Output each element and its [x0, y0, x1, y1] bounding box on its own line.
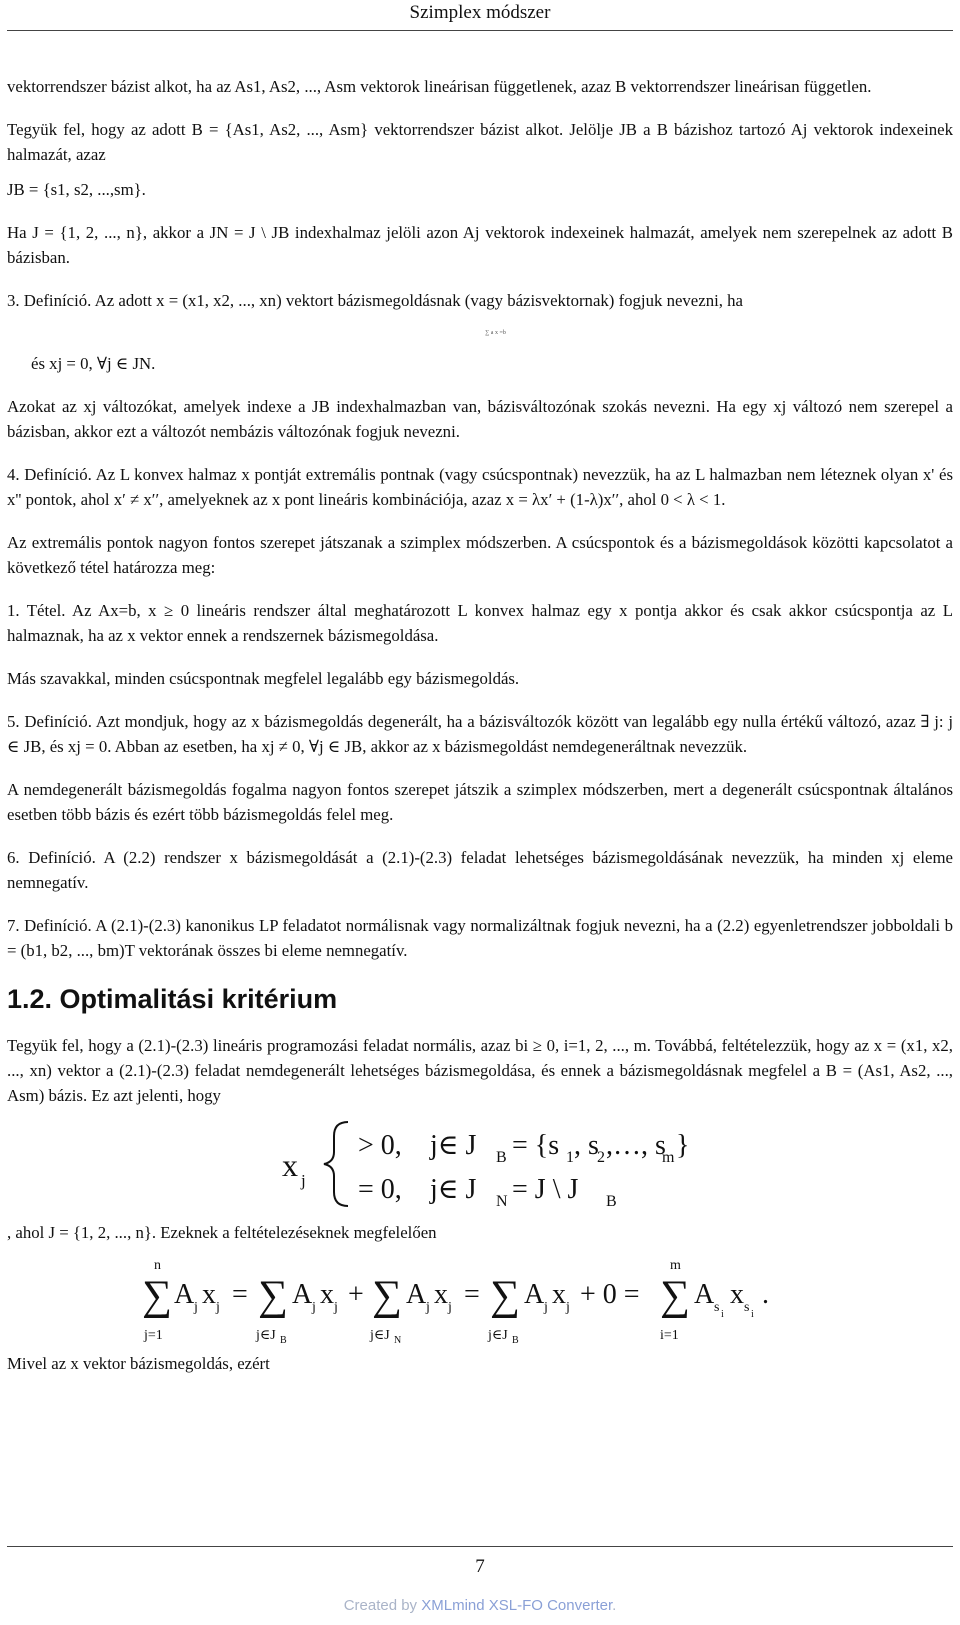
paragraph-basis-variables: Azokat az xj változókat, amelyek indexe a JB indexhalmazban van, bázisváltozónak szokás nevezni. Ha egy xj változó nem szerepel a bázisban, akkor ezt a változót nembázis változónak fogjuk nevezni.: [7, 397, 953, 441]
eq2-sum4-bottom: j∈J: [488, 1328, 508, 1343]
eq2-t4-a: A: [524, 1279, 545, 1310]
paragraph-jn-set: Ha J = {1, 2, ..., n}, akkor a JN = J \ JB indexhalmaz jelöli azon Aj vektorok indexeinek halmazát, amelyek nem szerepelnek az adott B bázisban.: [7, 223, 953, 267]
running-header: Szimplex módszer: [409, 2, 551, 23]
eq2-sum2-sigma: ∑: [258, 1273, 288, 1319]
credit-prefix: Created by: [343, 1597, 422, 1614]
section-title: 1.2. Optimalitási kritérium: [7, 984, 338, 1014]
eq1-row1-close: }: [676, 1130, 690, 1161]
paragraph-since-basis: Mivel az x vektor bázismegoldás, ezért: [7, 1354, 270, 1373]
eq1-row1-dots: ,…, s: [606, 1130, 666, 1161]
eq2-t3-x: x: [434, 1279, 448, 1310]
paragraph-other-words: Más szavakkal, minden csúcspontnak megfelel legalább egy bázismegoldás.: [7, 669, 520, 688]
eq2-t4-a-sub: j: [544, 1300, 548, 1315]
credit-brand-link[interactable]: XMLmind XSL-FO Converter: [421, 1597, 613, 1614]
eq2-t1-x-sub: j: [216, 1300, 220, 1315]
paragraph-basis-def: vektorrendszer bázist alkot, ha az As1, As2, ..., Asm vektorok lineárisan függetlenek, azaz B vektorrendszer lineárisan független.: [7, 77, 872, 96]
eq1-brace: [324, 1122, 348, 1206]
header-rule: [7, 30, 953, 31]
eq2-t5-x: x: [730, 1279, 744, 1310]
paragraph-def7: 7. Definíció. A (2.1)-(2.3) kanonikus LP feladatot normálisnak vagy normalizáltnak fogjuk nevezni, ha a (2.2) egyenletrendszer jobboldali b = (b1, b2, ..., bm)T vektorának összes bi eleme nemnegatív.: [7, 916, 953, 960]
eq2-t1-x: x: [202, 1279, 216, 1310]
eq2-t5-a-sub: s: [714, 1300, 720, 1315]
eq1-row2-sub2: B: [606, 1193, 617, 1210]
paragraph-def3-condition: és xj = 0, ∀j ∈ JN.: [31, 354, 156, 373]
eq2-sum5-bottom: i=1: [660, 1328, 679, 1343]
paragraph-basis-index: Tegyük fel, hogy az adott B = {As1, As2, ..., Asm} vektorrendszer bázist alkot. Jelölje JB a B bázishoz tartozó Aj vektorok indexeinek halmazát, azaz: [7, 120, 953, 164]
credit-suffix: .: [612, 1597, 617, 1614]
eq2-t4-x: x: [552, 1279, 566, 1310]
paragraph-optimality-setup: Tegyük fel, hogy a (2.1)-(2.3) lineáris programozási feladat normális, azaz bi ≥ 0, i=1, 2, ..., m. Továbbá, feltételezzük, hogy az x = (x1, x2, ..., xn) vektor a (2.1)-(2.3) feladat nemdegenerált lehetséges bázismegoldása, és ennek a bázismegoldásnak megfelel a B = (As1, As2, ..., Asm) bázis. Ez azt jelenti, hogy: [7, 1036, 953, 1105]
eq1-row1-sep: , s: [574, 1130, 599, 1161]
tiny-formula-mark: ∑ a x =b: [485, 330, 506, 336]
eq1-row1-sm: m: [662, 1149, 675, 1166]
eq1-row2-cond: j∈ J: [430, 1174, 477, 1205]
eq2-t3-a: A: [406, 1279, 427, 1310]
eq2-t5-x-sub: s: [744, 1300, 750, 1315]
eq2-sum4-bottom-sub: B: [512, 1335, 519, 1345]
eq2-sum5-sigma: ∑: [660, 1273, 690, 1319]
eq2-sum3-sigma: ∑: [372, 1273, 402, 1319]
paragraph-def3: 3. Definíció. Az adott x = (x1, x2, ..., xn) vektort bázismegoldásnak (vagy bázisvektornak) fogjuk nevezni, ha: [7, 291, 743, 310]
paragraph-def5: 5. Definíció. Azt mondjuk, hogy az x bázismegoldás degenerált, ha a bázisváltozók között van legalább egy nulla értékű változó, azaz ∃ j: j ∈ JB, és xj = 0. Abban az esetben, ha xj ≠ 0, ∀j ∈ JB, akkor az x bázismegoldást nemdegeneráltnak nevezzük.: [7, 712, 953, 756]
eq2-sum2-bottom: j∈J: [256, 1328, 276, 1343]
eq2-plus1: +: [348, 1279, 364, 1310]
paragraph-jb-set: JB = {s1, s2, ...,sm}.: [7, 180, 146, 199]
equation-sum-decomposition: [140, 1255, 820, 1345]
page-content: [7, 74, 953, 1394]
converter-credit: [0, 1597, 960, 1614]
eq2-t2-x: x: [320, 1279, 334, 1310]
eq1-row1-s2: 2: [597, 1149, 605, 1166]
eq2-sum5-top: m: [670, 1258, 681, 1273]
eq2-t5-a-subsub: i: [721, 1309, 724, 1320]
eq2-sum4-sigma: ∑: [490, 1273, 520, 1319]
eq1-row1-s1: 1: [566, 1149, 574, 1166]
eq2-t1-a-sub: j: [194, 1300, 198, 1315]
paragraph-theorem1: 1. Tétel. Az Ax=b, x ≥ 0 lineáris rendszer által meghatározott L konvex halmaz egy x pontja akkor és csak akkor csúcspontja az L halmaznak, ha az x vektor ennek a rendszernek bázismegoldása.: [7, 601, 953, 645]
eq2-equals2: =: [464, 1279, 480, 1310]
eq2-t5-x-subsub: i: [751, 1309, 754, 1320]
eq1-row1-sub: B: [496, 1149, 507, 1166]
eq2-period: .: [762, 1279, 769, 1310]
eq2-equals1: =: [232, 1279, 248, 1310]
eq1-row1-cond: j∈ J: [430, 1130, 477, 1161]
formula-gap: [7, 313, 953, 351]
eq2-t5-a: A: [694, 1279, 715, 1310]
eq1-row1-rest: = {s: [512, 1130, 560, 1161]
paragraph-nondegenerate: A nemdegenerált bázismegoldás fogalma nagyon fontos szerepet játszik a szimplex módszerben, mert a degenerált csúcspontnak általános esetben több bázis és ezért több bázismegoldás felel meg.: [7, 780, 953, 824]
eq2-sum1-sigma: ∑: [142, 1273, 172, 1319]
paragraph-extremal-points: Az extremális pontok nagyon fontos szerepet játszanak a szimplex módszerben. A csúcspontok és a bázismegoldások közötti kapcsolatot a következő tétel határozza meg:: [7, 533, 953, 577]
eq2-plus-zero: + 0 =: [580, 1279, 640, 1310]
eq2-sum3-bottom: j∈J: [370, 1328, 390, 1343]
paragraph-def6: 6. Definíció. A (2.2) rendszer x bázismegoldását a (2.1)-(2.3) feladat lehetséges bázismegoldásának nevezzük, ha minden xj eleme nemnegatív.: [7, 848, 953, 892]
equation-basis-solution: [270, 1114, 690, 1214]
eq1-row2-sub: N: [496, 1193, 508, 1210]
eq2-t3-a-sub: j: [426, 1300, 430, 1315]
eq2-sum1-top: n: [154, 1258, 161, 1273]
eq2-t2-x-sub: j: [334, 1300, 338, 1315]
eq1-row2-rel: = 0,: [358, 1174, 402, 1205]
eq1-lhs-sub: j: [301, 1171, 306, 1190]
eq2-sum2-bottom-sub: B: [280, 1335, 287, 1345]
paragraph-assumptions: , ahol J = {1, 2, ..., n}. Ezeknek a feltételezéseknek megfelelően: [7, 1223, 437, 1242]
eq2-t2-a: A: [292, 1279, 313, 1310]
eq1-row2-rest: = J \ J: [512, 1174, 579, 1205]
eq2-sum1-bottom: j=1: [144, 1328, 163, 1343]
eq2-t1-a: A: [174, 1279, 195, 1310]
eq2-t4-x-sub: j: [566, 1300, 570, 1315]
eq1-row1-rel: > 0,: [358, 1130, 402, 1161]
paragraph-def4: 4. Definíció. Az L konvex halmaz x pontját extremális pontnak (vagy csúcspontnak) nevezzük, ha az L halmazban nem léteznek olyan x' és x'' pontok, ahol x′ ≠ x′′, amelyeknek az x pont lineáris kombinációja, azaz x = λx′ + (1-λ)x′′, ahol 0 < λ < 1.: [7, 465, 953, 509]
eq2-t2-a-sub: j: [312, 1300, 316, 1315]
eq1-lhs: x: [282, 1147, 298, 1183]
page-number: 7: [475, 1556, 485, 1577]
footer-rule: [7, 1546, 953, 1547]
eq2-t3-x-sub: j: [448, 1300, 452, 1315]
eq2-sum3-bottom-sub: N: [394, 1335, 402, 1345]
